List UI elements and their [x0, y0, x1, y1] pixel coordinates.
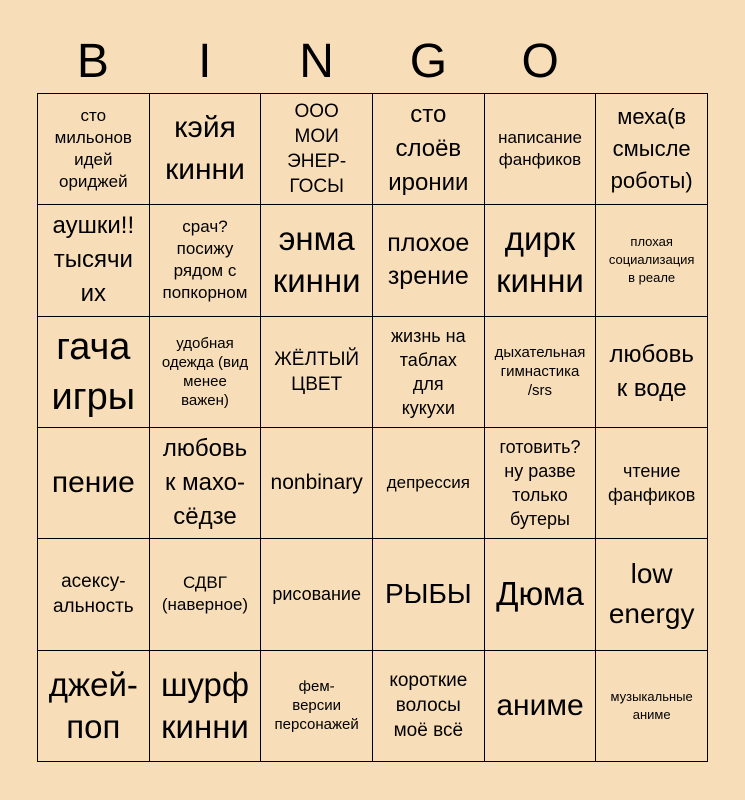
bingo-cell[interactable] — [485, 317, 597, 428]
title-letter-i: I — [198, 35, 212, 88]
bingo-cell[interactable] — [596, 539, 708, 650]
bingo-cell[interactable] — [261, 651, 373, 762]
cell-text: low energy — [608, 558, 695, 630]
cell-text: энма кинни — [272, 220, 361, 300]
cell-text: РЫБЫ — [385, 578, 472, 610]
bingo-cell[interactable] — [38, 539, 150, 650]
cell-text: рисование — [272, 584, 361, 605]
bingo-cell[interactable] — [373, 428, 485, 539]
cell-text: ЖЁЛТЫЙ ЦВЕТ — [274, 348, 360, 395]
cell-text: дирк кинни — [496, 220, 584, 300]
bingo-cell[interactable] — [485, 428, 597, 539]
bingo-cell[interactable] — [150, 539, 262, 650]
bingo-cell[interactable] — [38, 651, 150, 762]
title-letter-n: N — [299, 35, 334, 88]
bingo-cell[interactable] — [261, 94, 373, 205]
bingo-cell[interactable] — [373, 205, 485, 316]
bingo-cell[interactable] — [150, 651, 262, 762]
title-letter-b: B — [76, 35, 109, 88]
cell-text: любовь к воде — [609, 340, 694, 402]
cell-text: короткие волосы моё всё — [389, 670, 468, 742]
cell-text: удобная одежда (вид менее важен) — [161, 334, 249, 409]
cell-text: СДВГ (наверное) — [161, 573, 249, 615]
bingo-grid — [37, 93, 708, 762]
bingo-cell[interactable] — [38, 317, 150, 428]
cell-text: аушки!! тысячи их — [52, 212, 135, 308]
bingo-cell[interactable] — [261, 428, 373, 539]
bingo-cell[interactable] — [373, 539, 485, 650]
cell-text: джей- поп — [48, 665, 138, 745]
cell-text: шурф кинни — [160, 665, 250, 745]
cell-text: Дюма — [496, 575, 584, 613]
bingo-cell[interactable] — [373, 317, 485, 428]
cell-text: плохая социализация в реале — [608, 234, 695, 286]
cell-text: асексу- альность — [52, 571, 134, 618]
cell-text: любовь к махо- сёдзе — [162, 435, 248, 531]
cell-text: срач? посижу рядом с попкорном — [162, 217, 248, 303]
cell-text: фем- версии персонажей — [274, 678, 359, 734]
bingo-cell[interactable] — [261, 205, 373, 316]
bingo-cell[interactable] — [150, 94, 262, 205]
bingo-cell[interactable] — [38, 205, 150, 316]
bingo-cell[interactable] — [485, 205, 597, 316]
cell-text: плохое зрение — [387, 229, 470, 291]
bingo-cell[interactable] — [485, 651, 597, 762]
cell-text: пение — [51, 466, 135, 500]
bingo-cell[interactable] — [261, 317, 373, 428]
bingo-cell[interactable] — [373, 651, 485, 762]
cell-text: nonbinary — [270, 471, 363, 495]
bingo-cell[interactable] — [596, 317, 708, 428]
bingo-cell[interactable] — [150, 428, 262, 539]
bingo-cell[interactable] — [596, 651, 708, 762]
title-letter-o: O — [521, 35, 559, 88]
title-letter-g: G — [409, 35, 448, 88]
cell-text: музыкальные аниме — [610, 688, 693, 722]
cell-text: чтение фанфиков — [608, 461, 696, 506]
cell-text: кэйя кинни — [165, 111, 245, 187]
cell-text: ООО МОИ ЭНЕР- ГОСЫ — [287, 101, 347, 198]
bingo-cell[interactable] — [38, 94, 150, 205]
bingo-cell[interactable] — [485, 539, 597, 650]
cell-text: депрессия — [386, 473, 470, 493]
bingo-cell[interactable] — [596, 428, 708, 539]
cell-text: сто мильонов идей ориджей — [54, 106, 132, 192]
cell-text: готовить? ну разве только бутеры — [499, 437, 581, 530]
cell-text: меха(в смысле роботы) — [610, 104, 693, 194]
bingo-cell[interactable] — [150, 317, 262, 428]
cell-text: написание фанфиков — [498, 128, 582, 170]
bingo-cell[interactable] — [150, 205, 262, 316]
bingo-cell[interactable] — [261, 539, 373, 650]
cell-text: гача игры — [51, 325, 136, 418]
bingo-cell[interactable] — [373, 94, 485, 205]
cell-text: дыхательная гимнастика /srs — [494, 344, 586, 400]
bingo-cell[interactable] — [596, 94, 708, 205]
bingo-cell[interactable] — [485, 94, 597, 205]
cell-text: жизнь на таблах для кукухи — [391, 325, 466, 418]
bingo-cell[interactable] — [38, 428, 150, 539]
cell-text: сто слоёв иронии — [388, 101, 469, 197]
bingo-cell[interactable] — [596, 205, 708, 316]
cell-text: аниме — [496, 688, 584, 722]
bingo-title — [37, 30, 708, 94]
